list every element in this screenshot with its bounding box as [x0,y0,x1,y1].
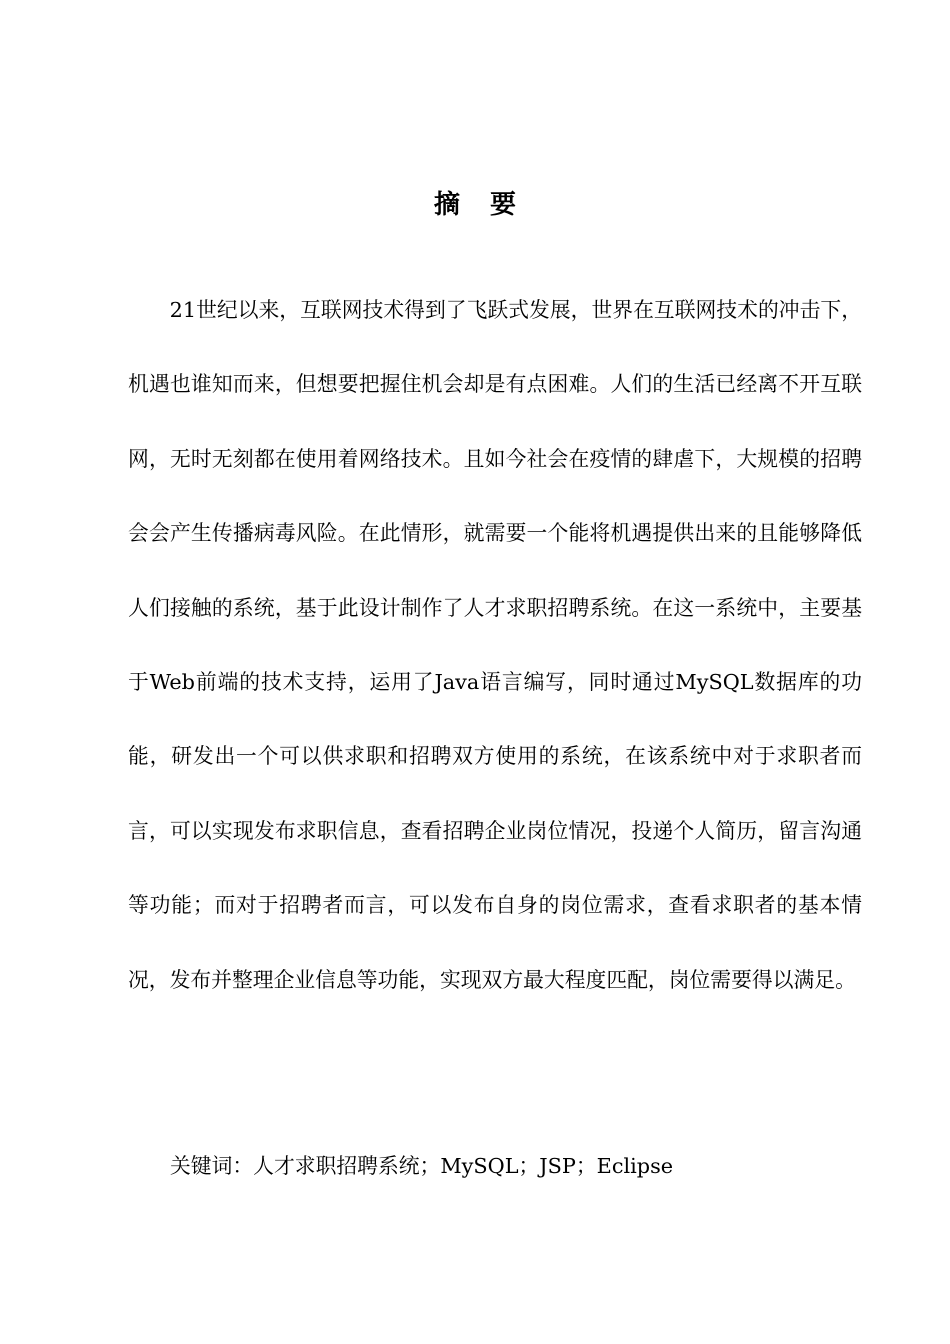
abstract-title [0,183,950,227]
title-char-2: 要 [490,190,517,221]
keywords-line: 关键词：人才求职招聘系统；MySQL；JSP；Eclipse [170,1154,674,1178]
abstract-body: 21世纪以来，互联网技术得到了飞跃式发展，世界在互联网技术的冲击下，机遇也谁知而来，但想要把握住机会却是有点困难。人们的生活已经离不开互联网，无时无刻都在使用着网络技术。且如今社会在疫情的肆虐下，大规模的招聘会会产生传播病毒风险。在此情形，就需要一个能将机遇提供出来的且能够降低人们接触的系统，基于此设计制作了人才求职招聘系统。在这一系统中，主要基于Web前端的技术支持，运用了Java语言编写，同时通过MySQL数据库的功能，研发出一个可以供求职和招聘双方使用的系统，在该系统中对于求职者而言，可以实现发布求职信息，查看招聘企业岗位情况，投递个人简历，留言沟通等功能；而对于招聘者而言，可以发布自身的岗位需求，查看求职者的基本情况，发布并整理企业信息等功能，实现双方最大程度匹配，岗位需要得以满足。 [128,298,862,992]
title-char-1: 摘 [433,190,460,221]
